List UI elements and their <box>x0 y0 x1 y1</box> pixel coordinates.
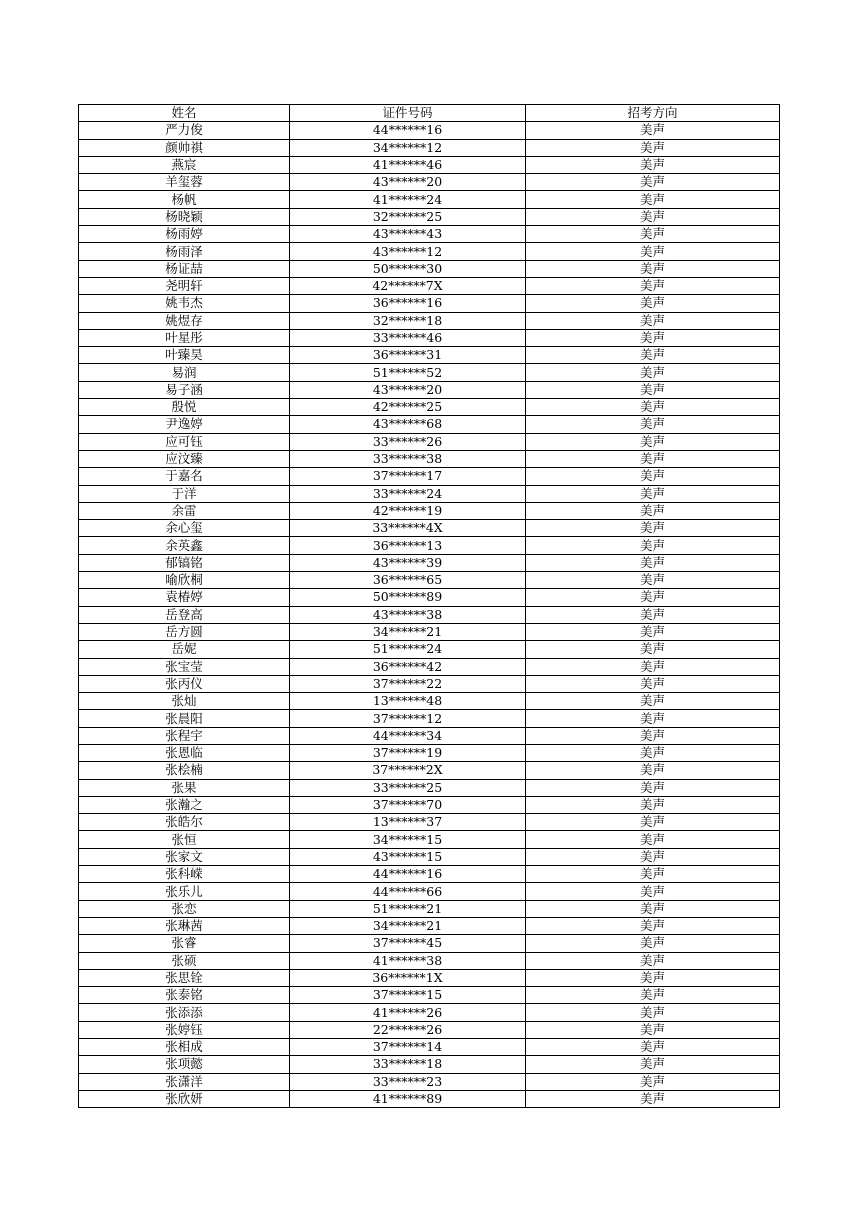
table-row <box>79 243 780 260</box>
cell-exam-direction: 美声 <box>526 520 780 537</box>
cell-id-number: 33******4X <box>290 520 526 537</box>
cell-name: 尹逸婷 <box>79 416 290 433</box>
cell-id-number: 41******89 <box>290 1090 526 1107</box>
cell-exam-direction: 美声 <box>526 710 780 727</box>
cell-exam-direction: 美声 <box>526 796 780 813</box>
cell-exam-direction: 美声 <box>526 277 780 294</box>
cell-id-number: 43******20 <box>290 381 526 398</box>
cell-exam-direction: 美声 <box>526 1021 780 1038</box>
cell-name: 张相成 <box>79 1039 290 1056</box>
cell-exam-direction: 美声 <box>526 606 780 623</box>
cell-exam-direction: 美声 <box>526 260 780 277</box>
table-row <box>79 191 780 208</box>
table-row <box>79 312 780 329</box>
cell-name: 喻欣桐 <box>79 572 290 589</box>
table-row <box>79 675 780 692</box>
table-row <box>79 727 780 744</box>
cell-name: 应汶臻 <box>79 450 290 467</box>
table-row <box>79 347 780 364</box>
table-row <box>79 416 780 433</box>
cell-id-number: 13******48 <box>290 693 526 710</box>
table-row <box>79 814 780 831</box>
cell-id-number: 43******43 <box>290 226 526 243</box>
cell-id-number: 36******1X <box>290 969 526 986</box>
cell-id-number: 22******26 <box>290 1021 526 1038</box>
cell-exam-direction: 美声 <box>526 1056 780 1073</box>
cell-id-number: 36******42 <box>290 658 526 675</box>
cell-name: 张恩临 <box>79 744 290 761</box>
cell-name: 张硕 <box>79 952 290 969</box>
cell-exam-direction: 美声 <box>526 727 780 744</box>
table-row <box>79 606 780 623</box>
cell-exam-direction: 美声 <box>526 243 780 260</box>
cell-id-number: 37******22 <box>290 675 526 692</box>
cell-exam-direction: 美声 <box>526 191 780 208</box>
cell-exam-direction: 美声 <box>526 900 780 917</box>
cell-exam-direction: 美声 <box>526 450 780 467</box>
cell-id-number: 43******12 <box>290 243 526 260</box>
cell-exam-direction: 美声 <box>526 675 780 692</box>
cell-id-number: 37******14 <box>290 1039 526 1056</box>
table-row <box>79 796 780 813</box>
cell-name: 于洋 <box>79 485 290 502</box>
cell-name: 张灿 <box>79 693 290 710</box>
cell-exam-direction: 美声 <box>526 156 780 173</box>
table-row <box>79 900 780 917</box>
cell-exam-direction: 美声 <box>526 433 780 450</box>
cell-exam-direction: 美声 <box>526 744 780 761</box>
cell-id-number: 41******26 <box>290 1004 526 1021</box>
cell-name: 颜帅祺 <box>79 139 290 156</box>
cell-exam-direction: 美声 <box>526 502 780 519</box>
cell-id-number: 37******17 <box>290 468 526 485</box>
table-row <box>79 485 780 502</box>
cell-id-number: 37******70 <box>290 796 526 813</box>
cell-id-number: 37******12 <box>290 710 526 727</box>
cell-id-number: 43******20 <box>290 174 526 191</box>
cell-name: 袁椿婷 <box>79 589 290 606</box>
cell-id-number: 37******2X <box>290 762 526 779</box>
cell-id-number: 43******15 <box>290 848 526 865</box>
cell-name: 张睿 <box>79 935 290 952</box>
cell-id-number: 34******21 <box>290 917 526 934</box>
cell-exam-direction: 美声 <box>526 537 780 554</box>
cell-id-number: 42******25 <box>290 399 526 416</box>
table-row <box>79 1056 780 1073</box>
table-row <box>79 883 780 900</box>
cell-id-number: 33******38 <box>290 450 526 467</box>
cell-id-number: 33******24 <box>290 485 526 502</box>
cell-exam-direction: 美声 <box>526 226 780 243</box>
cell-id-number: 37******19 <box>290 744 526 761</box>
cell-exam-direction: 美声 <box>526 848 780 865</box>
table-row <box>79 987 780 1004</box>
cell-id-number: 41******24 <box>290 191 526 208</box>
table-row <box>79 122 780 139</box>
table-row <box>79 693 780 710</box>
cell-id-number: 36******65 <box>290 572 526 589</box>
cell-exam-direction: 美声 <box>526 935 780 952</box>
cell-id-number: 51******24 <box>290 641 526 658</box>
table-row <box>79 1090 780 1107</box>
cell-id-number: 32******18 <box>290 312 526 329</box>
cell-name: 张家文 <box>79 848 290 865</box>
cell-name: 张丙仪 <box>79 675 290 692</box>
cell-id-number: 33******25 <box>290 779 526 796</box>
table-row <box>79 623 780 640</box>
table-body <box>79 122 780 1108</box>
table-row <box>79 1073 780 1090</box>
cell-exam-direction: 美声 <box>526 416 780 433</box>
cell-name: 张乐儿 <box>79 883 290 900</box>
cell-exam-direction: 美声 <box>526 485 780 502</box>
cell-id-number: 36******16 <box>290 295 526 312</box>
cell-exam-direction: 美声 <box>526 468 780 485</box>
cell-exam-direction: 美声 <box>526 554 780 571</box>
cell-name: 岳方圆 <box>79 623 290 640</box>
cell-name: 郁镐铭 <box>79 554 290 571</box>
cell-id-number: 41******46 <box>290 156 526 173</box>
cell-id-number: 44******34 <box>290 727 526 744</box>
cell-exam-direction: 美声 <box>526 917 780 934</box>
cell-name: 易子涵 <box>79 381 290 398</box>
table-row <box>79 260 780 277</box>
cell-exam-direction: 美声 <box>526 295 780 312</box>
cell-exam-direction: 美声 <box>526 347 780 364</box>
table-row <box>79 641 780 658</box>
cell-exam-direction: 美声 <box>526 814 780 831</box>
header-id-number: 证件号码 <box>290 105 526 122</box>
cell-exam-direction: 美声 <box>526 866 780 883</box>
table-row <box>79 537 780 554</box>
cell-exam-direction: 美声 <box>526 623 780 640</box>
cell-exam-direction: 美声 <box>526 762 780 779</box>
cell-name: 应可钰 <box>79 433 290 450</box>
cell-exam-direction: 美声 <box>526 381 780 398</box>
cell-exam-direction: 美声 <box>526 969 780 986</box>
cell-exam-direction: 美声 <box>526 779 780 796</box>
table-row <box>79 277 780 294</box>
cell-exam-direction: 美声 <box>526 831 780 848</box>
table-row <box>79 572 780 589</box>
table-row <box>79 502 780 519</box>
cell-name: 尧明轩 <box>79 277 290 294</box>
cell-name: 张恒 <box>79 831 290 848</box>
cell-id-number: 34******21 <box>290 623 526 640</box>
cell-exam-direction: 美声 <box>526 641 780 658</box>
cell-id-number: 51******52 <box>290 364 526 381</box>
cell-name: 余雷 <box>79 502 290 519</box>
cell-id-number: 13******37 <box>290 814 526 831</box>
table-row <box>79 779 780 796</box>
cell-name: 姚煜存 <box>79 312 290 329</box>
table-row <box>79 744 780 761</box>
cell-name: 余英鑫 <box>79 537 290 554</box>
roster-table <box>78 104 780 1108</box>
cell-exam-direction: 美声 <box>526 883 780 900</box>
cell-name: 张皓尔 <box>79 814 290 831</box>
cell-name: 杨证喆 <box>79 260 290 277</box>
cell-id-number: 43******68 <box>290 416 526 433</box>
cell-id-number: 33******23 <box>290 1073 526 1090</box>
table-row <box>79 710 780 727</box>
cell-id-number: 44******16 <box>290 122 526 139</box>
cell-name: 张泰铭 <box>79 987 290 1004</box>
cell-name: 张宝莹 <box>79 658 290 675</box>
cell-exam-direction: 美声 <box>526 174 780 191</box>
cell-id-number: 42******19 <box>290 502 526 519</box>
cell-exam-direction: 美声 <box>526 399 780 416</box>
cell-name: 于嘉名 <box>79 468 290 485</box>
cell-name: 杨雨泽 <box>79 243 290 260</box>
cell-exam-direction: 美声 <box>526 952 780 969</box>
cell-exam-direction: 美声 <box>526 139 780 156</box>
cell-id-number: 44******66 <box>290 883 526 900</box>
header-exam-direction: 招考方向 <box>526 105 780 122</box>
cell-exam-direction: 美声 <box>526 1039 780 1056</box>
cell-name: 张瀚之 <box>79 796 290 813</box>
cell-id-number: 33******46 <box>290 329 526 346</box>
cell-id-number: 51******21 <box>290 900 526 917</box>
table-row <box>79 468 780 485</box>
header-name: 姓名 <box>79 105 290 122</box>
table-row <box>79 139 780 156</box>
table-row <box>79 364 780 381</box>
cell-name: 张婷钰 <box>79 1021 290 1038</box>
cell-name: 张桧楠 <box>79 762 290 779</box>
cell-id-number: 33******26 <box>290 433 526 450</box>
cell-name: 杨帆 <box>79 191 290 208</box>
cell-id-number: 36******31 <box>290 347 526 364</box>
table-row <box>79 866 780 883</box>
cell-name: 岳妮 <box>79 641 290 658</box>
table-row <box>79 952 780 969</box>
table-row <box>79 450 780 467</box>
cell-name: 张程宇 <box>79 727 290 744</box>
table-row <box>79 295 780 312</box>
cell-name: 严力俊 <box>79 122 290 139</box>
table-row <box>79 1021 780 1038</box>
cell-name: 张果 <box>79 779 290 796</box>
table-row <box>79 433 780 450</box>
cell-name: 杨晓颖 <box>79 208 290 225</box>
table-row <box>79 917 780 934</box>
cell-name: 叶臻昊 <box>79 347 290 364</box>
table-row <box>79 174 780 191</box>
cell-name: 张潇洋 <box>79 1073 290 1090</box>
table-row <box>79 554 780 571</box>
cell-exam-direction: 美声 <box>526 364 780 381</box>
cell-name: 易润 <box>79 364 290 381</box>
cell-id-number: 42******7X <box>290 277 526 294</box>
cell-id-number: 43******39 <box>290 554 526 571</box>
cell-name: 殷悦 <box>79 399 290 416</box>
cell-exam-direction: 美声 <box>526 208 780 225</box>
cell-id-number: 34******15 <box>290 831 526 848</box>
table-row <box>79 399 780 416</box>
cell-id-number: 37******45 <box>290 935 526 952</box>
cell-name: 羊玺蓉 <box>79 174 290 191</box>
cell-id-number: 50******89 <box>290 589 526 606</box>
cell-id-number: 36******13 <box>290 537 526 554</box>
cell-name: 张科嵘 <box>79 866 290 883</box>
cell-name: 杨雨婷 <box>79 226 290 243</box>
table-row <box>79 329 780 346</box>
table-row <box>79 520 780 537</box>
table-row <box>79 156 780 173</box>
cell-exam-direction: 美声 <box>526 1090 780 1107</box>
cell-exam-direction: 美声 <box>526 1073 780 1090</box>
cell-name: 张欣妍 <box>79 1090 290 1107</box>
cell-id-number: 37******15 <box>290 987 526 1004</box>
cell-exam-direction: 美声 <box>526 987 780 1004</box>
cell-exam-direction: 美声 <box>526 122 780 139</box>
cell-id-number: 33******18 <box>290 1056 526 1073</box>
cell-name: 叶星彤 <box>79 329 290 346</box>
cell-name: 余心玺 <box>79 520 290 537</box>
cell-name: 张晨阳 <box>79 710 290 727</box>
cell-name: 张恋 <box>79 900 290 917</box>
table-row <box>79 1039 780 1056</box>
cell-id-number: 50******30 <box>290 260 526 277</box>
table-row <box>79 658 780 675</box>
cell-name: 姚韦杰 <box>79 295 290 312</box>
table-row <box>79 381 780 398</box>
cell-exam-direction: 美声 <box>526 658 780 675</box>
cell-id-number: 34******12 <box>290 139 526 156</box>
cell-exam-direction: 美声 <box>526 572 780 589</box>
cell-name: 张思铨 <box>79 969 290 986</box>
cell-id-number: 32******25 <box>290 208 526 225</box>
cell-name: 燕宸 <box>79 156 290 173</box>
cell-id-number: 44******16 <box>290 866 526 883</box>
cell-name: 张添添 <box>79 1004 290 1021</box>
table-row <box>79 969 780 986</box>
cell-exam-direction: 美声 <box>526 693 780 710</box>
header-row <box>79 105 780 122</box>
cell-name: 张琳茜 <box>79 917 290 934</box>
table-row <box>79 226 780 243</box>
table-row <box>79 848 780 865</box>
table-row <box>79 1004 780 1021</box>
cell-id-number: 43******38 <box>290 606 526 623</box>
cell-exam-direction: 美声 <box>526 589 780 606</box>
cell-name: 张项懿 <box>79 1056 290 1073</box>
table-row <box>79 831 780 848</box>
cell-exam-direction: 美声 <box>526 1004 780 1021</box>
table-row <box>79 935 780 952</box>
table-row <box>79 208 780 225</box>
table-row <box>79 589 780 606</box>
cell-exam-direction: 美声 <box>526 329 780 346</box>
table-row <box>79 762 780 779</box>
cell-id-number: 41******38 <box>290 952 526 969</box>
cell-name: 岳登高 <box>79 606 290 623</box>
cell-exam-direction: 美声 <box>526 312 780 329</box>
